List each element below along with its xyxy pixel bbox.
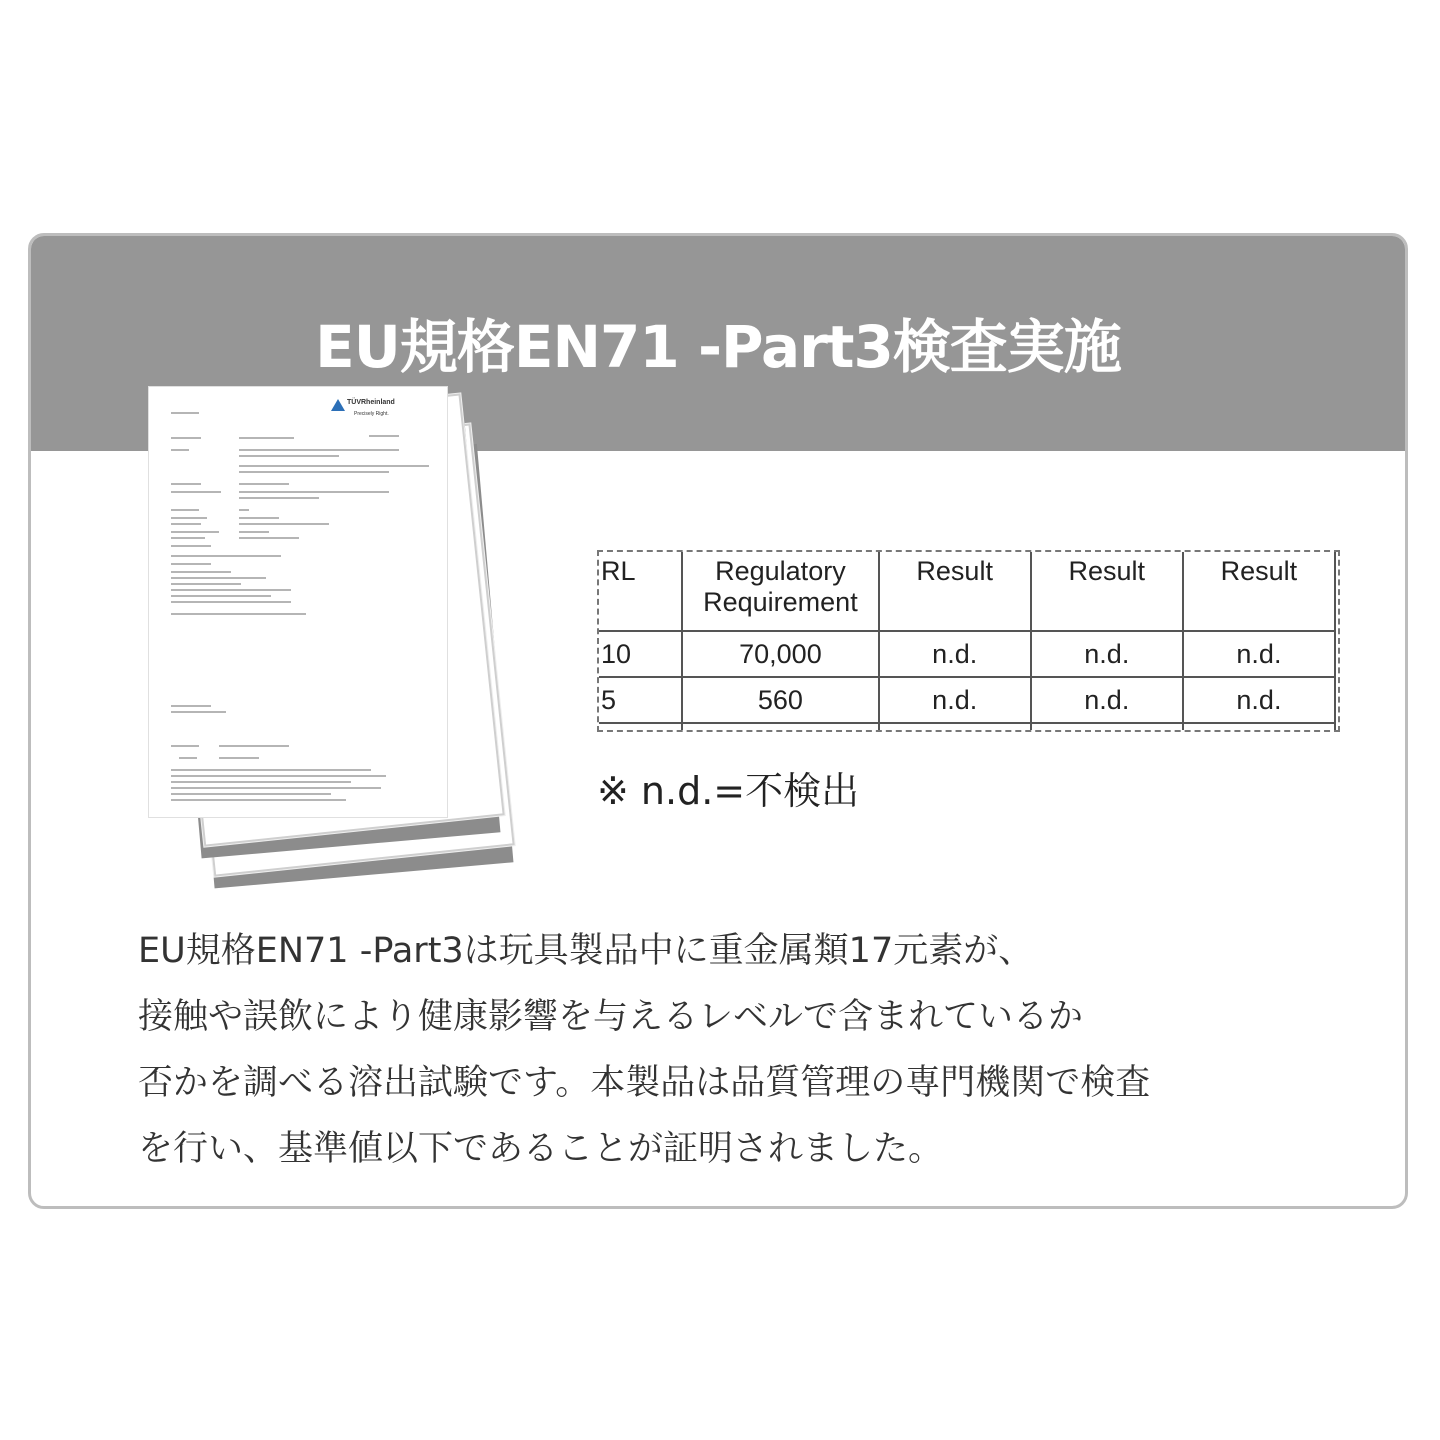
table-row (598, 677, 1335, 723)
table-header-row (598, 551, 1335, 631)
table-cell: 560 (682, 677, 878, 723)
table-cell: 70,000 (682, 631, 878, 677)
test-result-table (597, 550, 1340, 732)
card-title: EU規格EN71 -Part3検査実施 (315, 313, 1121, 381)
description-line: EU規格EN71 -Part3は玩具製品中に重金属類17元素が、 (138, 931, 1034, 971)
tuv-logo-icon (331, 399, 345, 411)
header-rl: RL (598, 551, 682, 631)
description-line: 接触や誤飲により健康影響を与えるレベルで含まれているか (138, 997, 1084, 1037)
table-cell: 10 (598, 631, 682, 677)
certificate-brand: TÜVRheinland (347, 399, 395, 406)
nd-note: ※ n.d.=不検出 (597, 769, 860, 813)
certificate-page (148, 386, 448, 818)
certificate-tagline: Precisely Right. (354, 411, 389, 417)
header-result: Result (1031, 551, 1183, 631)
table-cell: n.d. (1031, 677, 1183, 723)
table-cell: 5 (598, 677, 682, 723)
description-line: を行い、基準値以下であることが証明されました。 (138, 1129, 944, 1169)
description-text (138, 918, 1368, 1182)
table-cell: n.d. (879, 631, 1031, 677)
table-cell: n.d. (1183, 677, 1335, 723)
table-cell: n.d. (1183, 631, 1335, 677)
table-row (598, 631, 1335, 677)
table-cell: n.d. (879, 677, 1031, 723)
header-result: Result (1183, 551, 1335, 631)
description-line: 否かを調べる溶出試験です。本製品は品質管理の専門機関で検査 (138, 1063, 1151, 1103)
table-row-cutoff (598, 723, 1335, 732)
header-result: Result (879, 551, 1031, 631)
header-regulatory-requirement: Regulatory Requirement (682, 551, 878, 631)
table-cell: n.d. (1031, 631, 1183, 677)
